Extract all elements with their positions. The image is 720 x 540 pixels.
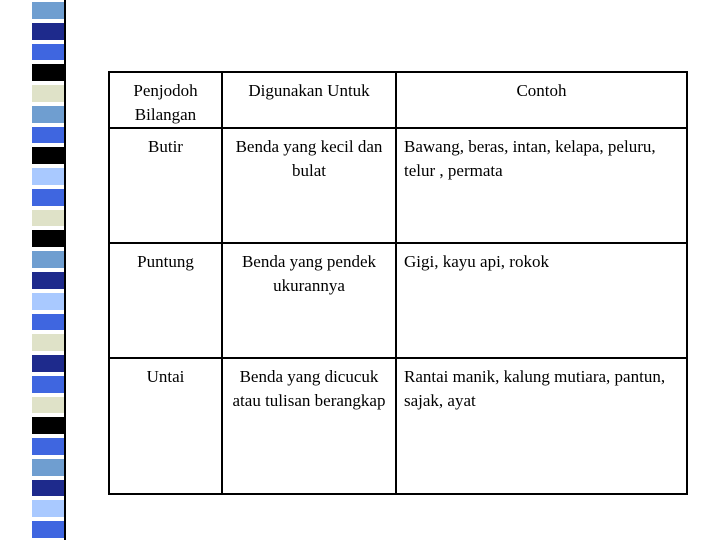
header-cell-usage: Digunakan Untuk — [222, 72, 396, 128]
examples-cell: Bawang, beras, intan, kelapa, peluru, telur , permata — [396, 128, 687, 243]
examples-cell: Rantai manik, kalung mutiara, pantun, sajak, ayat — [396, 358, 687, 494]
stripe-block — [32, 417, 64, 434]
table-row — [109, 243, 687, 358]
stripe-block — [32, 23, 64, 40]
usage-cell: Benda yang dicucuk atau tulisan berangkap — [222, 358, 396, 494]
stripe-block — [32, 293, 64, 310]
stripe-block — [32, 376, 64, 393]
stripe-block — [32, 459, 64, 476]
stripe-block — [32, 334, 64, 351]
stripe-block — [32, 168, 64, 185]
stripe-block — [32, 521, 64, 538]
stripe-block — [32, 500, 64, 517]
stripe-block — [32, 127, 64, 144]
header-cell-examples: Contoh — [396, 72, 687, 128]
stripe-block — [32, 314, 64, 331]
stripe-block — [32, 106, 64, 123]
stripe-block — [32, 210, 64, 227]
decorative-stripe — [30, 0, 66, 540]
term-cell: Untai — [109, 358, 222, 494]
table-row — [109, 128, 687, 243]
classifier-table — [108, 71, 688, 495]
stripe-block — [32, 85, 64, 102]
usage-cell: Benda yang pendek ukurannya — [222, 243, 396, 358]
stripe-block — [32, 147, 64, 164]
stripe-block — [32, 44, 64, 61]
stripe-block — [32, 272, 64, 289]
term-cell: Puntung — [109, 243, 222, 358]
term-cell: Butir — [109, 128, 222, 243]
header-cell-classifier: Penjodoh Bilangan — [109, 72, 222, 128]
examples-cell: Gigi, kayu api, rokok — [396, 243, 687, 358]
stripe-block — [32, 251, 64, 268]
stripe-block — [32, 230, 64, 247]
table-row — [109, 358, 687, 494]
stripe-block — [32, 64, 64, 81]
stripe-block — [32, 480, 64, 497]
usage-cell: Benda yang kecil dan bulat — [222, 128, 396, 243]
stripe-block — [32, 397, 64, 414]
table-header-row — [109, 72, 687, 128]
stripe-block — [32, 355, 64, 372]
stripe-block — [32, 2, 64, 19]
stripe-block — [32, 189, 64, 206]
stripe-edge — [64, 0, 66, 540]
stripe-block — [32, 438, 64, 455]
